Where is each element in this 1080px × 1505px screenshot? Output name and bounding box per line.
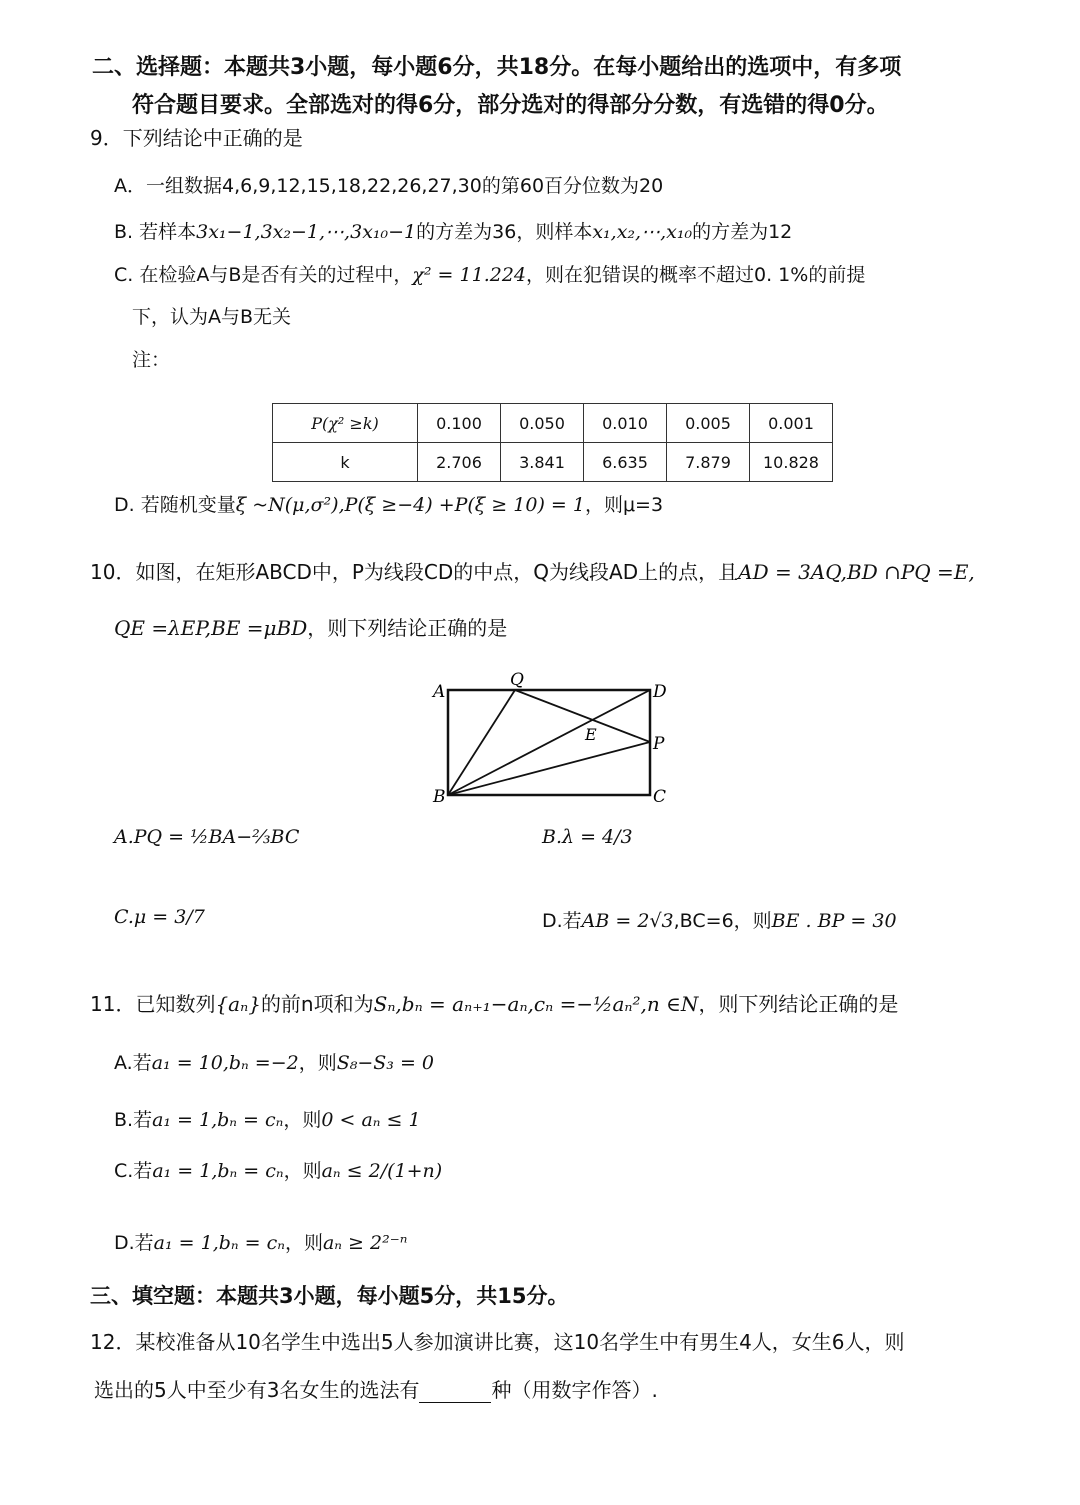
q11-option-c: C.若a₁ = 1,bₙ = cₙ，则aₙ ≤ 2/(1+n) [114,1160,443,1182]
label-c: C [653,787,667,807]
q10-stem-line2: QE =λEP,BE =μBD，则下列结论正确的是 [114,616,508,640]
table-cell: 6.635 [584,443,667,482]
table-row [273,443,833,482]
table-cell: 3.841 [501,443,584,482]
q11-option-b: B.若a₁ = 1,bₙ = cₙ，则0 < aₙ ≤ 1 [114,1109,421,1131]
label-d: D [653,682,667,702]
table-cell: 7.879 [667,443,750,482]
label-q: Q [510,670,524,690]
table-cell: 0.050 [501,404,584,443]
q10-option-b: B.λ = 4/3 [542,826,633,848]
table-cell: P(χ² ≥k) [273,404,418,443]
table-cell: 0.005 [667,404,750,443]
table-cell: 10.828 [750,443,833,482]
q10-option-a: A.PQ = ½BA−⅔BC [114,826,300,848]
label-e: E [585,725,597,744]
table-cell: 0.001 [750,404,833,443]
table-cell: 0.010 [584,404,667,443]
segment-qp [515,690,650,742]
q9-option-c-line2: 下，认为A与B无关 [132,306,292,328]
q12-line1: 12．某校准备从10名学生中选出5人参加演讲比赛，这10名学生中有男生4人，女生6人，则 [90,1330,905,1354]
table-cell: k [273,443,418,482]
q12-line2: 选出的5人中至少有3名女生的选法有 种（用数字作答）. [94,1378,658,1402]
q9-option-c: C. 在检验A与B是否有关的过程中，χ² = 11.224，则在犯错误的概率不超过0. 1%的前提 [114,264,866,286]
table-cell: 0.100 [418,404,501,443]
q10-stem: 10．如图，在矩形ABCD中，P为线段CD的中点，Q为线段AD上的点，且AD = 3AQ,BD ∩PQ =E, [90,560,975,584]
rectangle-figure [425,665,675,815]
segment-bd [448,690,650,795]
label-p: P [653,734,665,754]
chi-square-table [272,403,833,482]
q9-option-b: B. 若样本3x₁−1,3x₂−1,⋯,3x₁₀−1的方差为36，则样本x₁,x₂,⋯,x₁₀的方差为12 [114,221,793,243]
label-a: A [433,682,446,702]
section3-header: 三、填空题：本题共3小题，每小题5分，共15分。 [90,1284,569,1308]
label-b: B [433,787,446,807]
section2-header-line2: 符合题目要求。全部选对的得6分，部分选对的得部分分数，有选错的得0分。 [132,93,889,118]
segment-bp [448,742,650,795]
table-row [273,404,833,443]
section2-header-line1: 二、选择题：本题共3小题，每小题6分，共18分。在每小题给出的选项中，有多项 [92,55,902,80]
q11-stem: 11．已知数列{aₙ}的前n项和为Sₙ,bₙ = aₙ₊₁−aₙ,cₙ =−½aₙ²,n ∈N，则下列结论正确的是 [90,992,899,1016]
q11-option-a: A.若a₁ = 10,bₙ =−2，则S₈−S₃ = 0 [114,1052,435,1074]
q11-option-d: D.若a₁ = 1,bₙ = cₙ，则aₙ ≥ 2²⁻ⁿ [114,1232,408,1254]
answer-blank[interactable] [419,1384,491,1403]
table-cell: 2.706 [418,443,501,482]
q10-option-d: D.若AB = 2√3,BC=6，则BE . BP = 30 [542,910,897,932]
q9-stem: 9．下列结论中正确的是 [90,126,303,150]
q9-option-d: D. 若随机变量ξ ~N(μ,σ²),P(ξ ≥−4) +P(ξ ≥ 10) = 1，则μ=3 [114,494,664,516]
q9-note: 注： [132,349,171,371]
q10-option-c: C.μ = 3/7 [114,906,205,928]
q9-option-a: A．一组数据4,6,9,12,15,18,22,26,27,30的第60百分位数为20 [114,175,664,197]
